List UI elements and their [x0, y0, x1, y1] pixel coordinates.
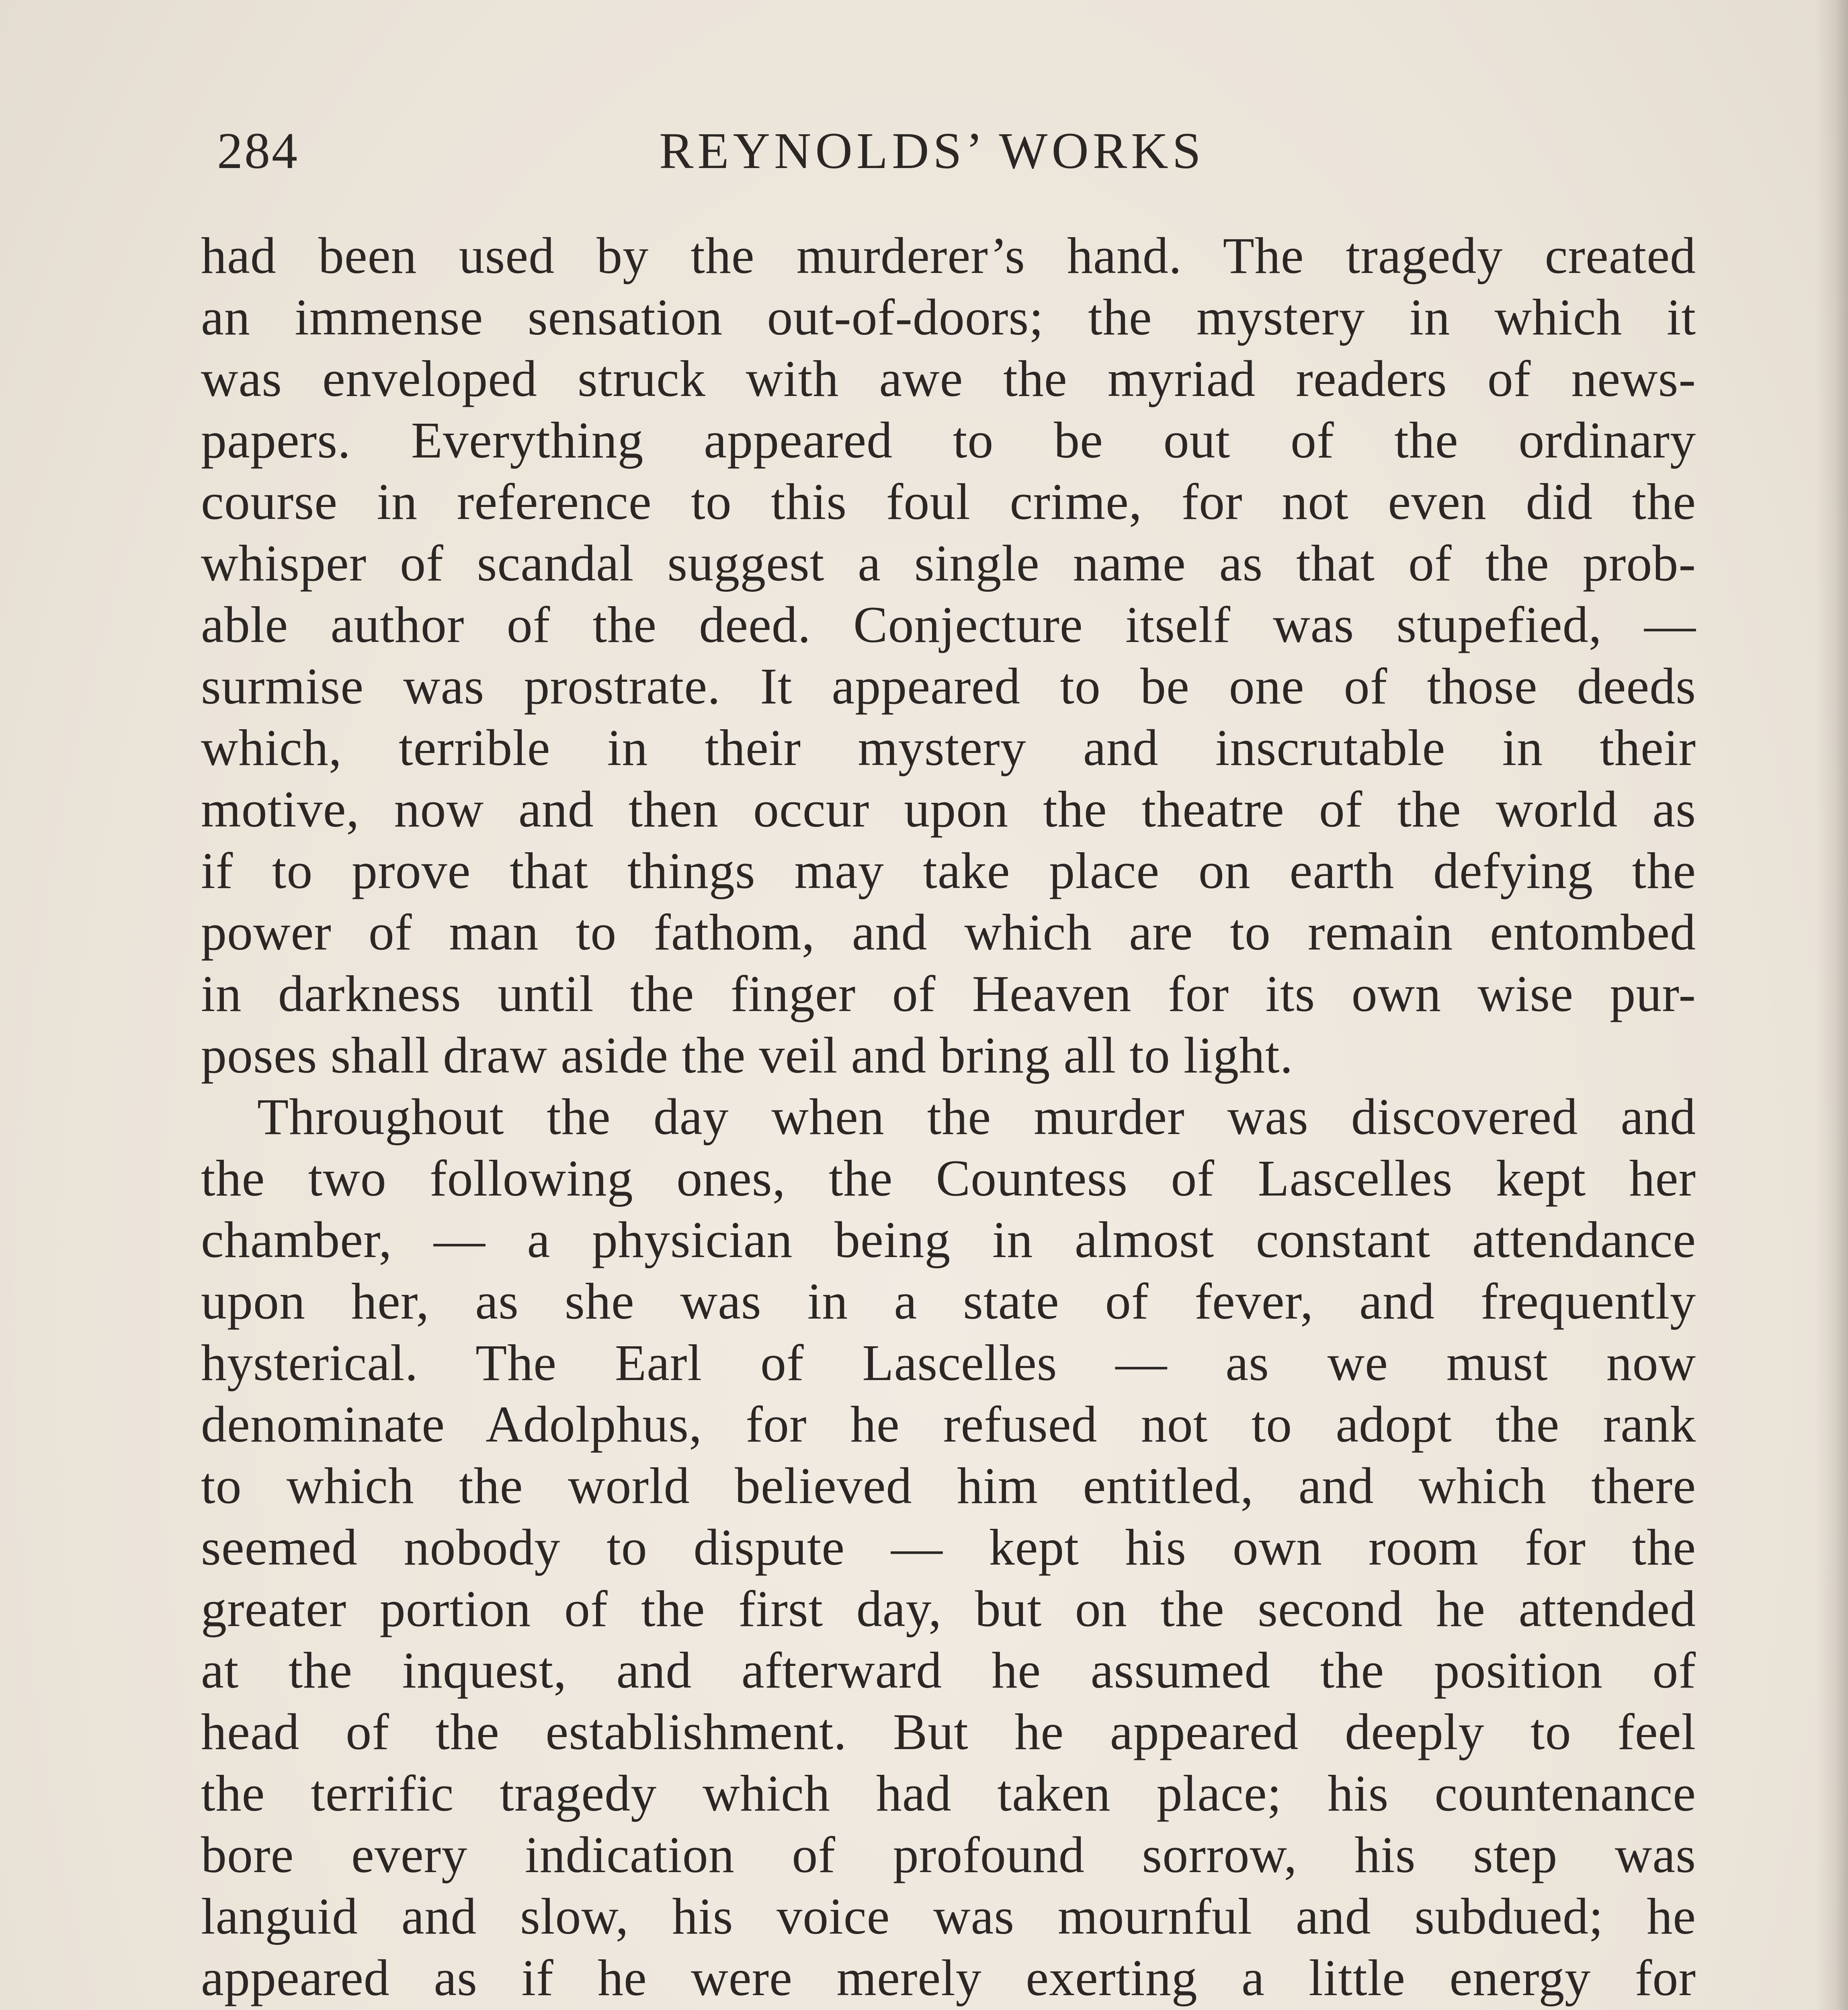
page-edge-shadow: [1816, 0, 1848, 2010]
text-line: able author of the deed. Conjecture itself was stupefied, —: [201, 596, 1696, 653]
text-line: Throughout the day when the murder was discovered and: [257, 1088, 1696, 1145]
text-line: head of the establishment. But he appeared deeply to feel: [201, 1703, 1696, 1760]
text-line: papers. Everything appeared to be out of the ordinary: [201, 412, 1696, 469]
text-line: motive, now and then occur upon the theatre of the world as: [201, 781, 1696, 838]
text-line: an immense sensation out-of-doors; the mystery in which it: [201, 289, 1696, 346]
running-title: REYNOLDS’ WORKS: [659, 122, 1205, 179]
text-line: in darkness until the finger of Heaven for its own wise pur-: [201, 965, 1696, 1022]
text-line: course in reference to this foul crime, for not even did the: [201, 473, 1696, 530]
page-number: 284: [217, 122, 299, 179]
text-line: power of man to fathom, and which are to remain entombed: [201, 904, 1696, 961]
paragraph-2: [201, 1086, 1696, 2010]
text-line: denominate Adolphus, for he refused not to adopt the rank: [201, 1396, 1696, 1453]
page-header: [217, 121, 1664, 181]
text-line: to which the world believed him entitled, and which there: [201, 1457, 1696, 1514]
text-line: upon her, as she was in a state of fever, and frequently: [201, 1273, 1696, 1330]
text-line: languid and slow, his voice was mournful and subdued; he: [201, 1888, 1696, 1945]
text-line: was enveloped struck with awe the myriad readers of news-: [201, 350, 1696, 407]
text-line: at the inquest, and afterward he assumed the position of: [201, 1642, 1696, 1699]
body-text: [201, 225, 1696, 2010]
text-line: the terrific tragedy which had taken place; his countenance: [201, 1765, 1696, 1822]
text-line: whisper of scandal suggest a single name as that of the prob-: [201, 535, 1696, 592]
text-line: if to prove that things may take place on earth defying the: [201, 842, 1696, 899]
text-line: hysterical. The Earl of Lascelles — as we must now: [201, 1334, 1696, 1391]
text-line: bore every indication of profound sorrow, his step was: [201, 1826, 1696, 1883]
text-line: had been used by the murderer’s hand. The tragedy created: [201, 227, 1696, 284]
paragraph-1: [201, 225, 1696, 1086]
text-line: greater portion of the first day, but on the second he attended: [201, 1580, 1696, 1637]
text-line: seemed nobody to dispute — kept his own room for the: [201, 1519, 1696, 1576]
text-line: the two following ones, the Countess of Lascelles kept her: [201, 1150, 1696, 1207]
text-line: appeared as if he were merely exerting a little energy for: [201, 1949, 1696, 2006]
text-line: poses shall draw aside the veil and bring all to light.: [201, 1027, 1293, 1084]
text-line: surmise was prostrate. It appeared to be one of those deeds: [201, 658, 1696, 715]
text-line: chamber, — a physician being in almost constant attendance: [201, 1211, 1696, 1268]
text-line: which, terrible in their mystery and inscrutable in their: [201, 719, 1696, 776]
